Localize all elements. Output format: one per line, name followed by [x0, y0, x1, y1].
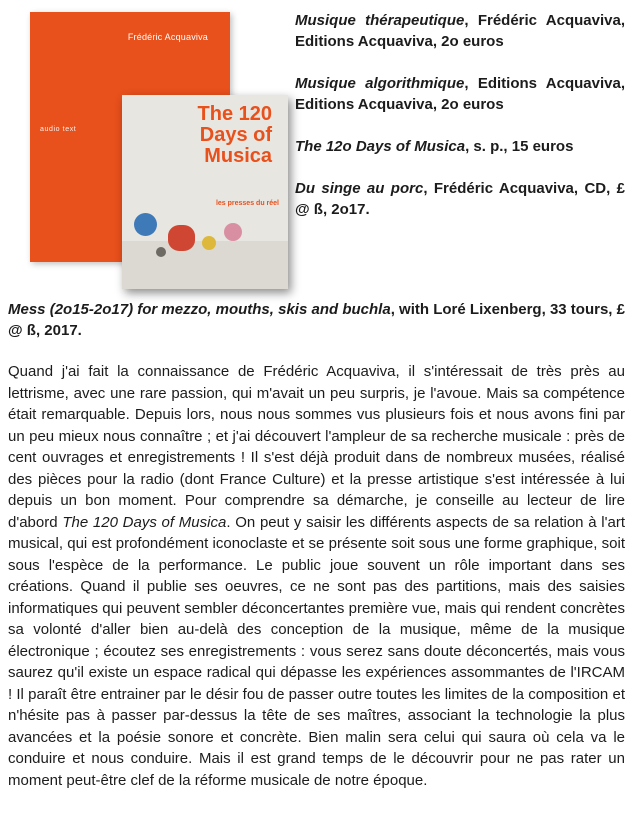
- reference-entry: [295, 178, 625, 220]
- reference-column: [295, 10, 625, 220]
- entry-details: , Frédéric Acquaviva, Editions Acquaviva, 2o euros: [295, 12, 625, 50]
- entry-title: Musique algorithmique: [295, 75, 465, 92]
- paragraph-text-part2: . On peut y saisir les différents aspects de sa relation à l'art musical, qui est profondément iconoclaste et se présente soit sous une forme graphique, soit sous l'espèce de la performance. Le public joue souvent un rôle important dans ses créations. Quand il publie ses oeuvres, ce ne sont pas des partitions, mais des saisies informatiques qui peuvent sembler déconcertantes première vue, mais qui rendent concrètes sa volonté d'aller bien au-delà des conception de la musique, même de la musique électronique ; écoutez ses enregistrements : vous serez sans doute déconcertés, mais vous saurez qu'il existe un espace radical qui dépasse les expériences assommantes de l'IRCAM ! Il paraît être entrainer par le désir fou de passer outre toutes les limites de la composition et n'hésite pas à passer par-dessus la tête de ses maîtres, associant la technologie la plus avancées et la poésie sonore et concrète. Bien malin sera celui qui saura où cela va le conduire et nous conduire. Mais il est grand temps de le découvrir pour ne pas rater un moment peut-être clef de la réforme musicale de notre époque.: [8, 513, 625, 789]
- cover-author-text: Frédéric Acquaviva: [127, 32, 208, 42]
- article-paragraph: [8, 361, 625, 791]
- reference-entry: [295, 136, 625, 157]
- cover-spine-text: audio text: [40, 126, 77, 133]
- reference-entry: [295, 73, 625, 115]
- toy-shape-gray: [156, 247, 166, 257]
- inset-cover-title: [122, 104, 288, 167]
- entry-details: , Frédéric Acquaviva, CD, £ @ ß, 2o17.: [295, 180, 625, 218]
- inset-title-line-1: The 120: [197, 103, 272, 125]
- publisher-logo-text: les presses du réel: [215, 200, 279, 207]
- entry-details: , Editions Acquaviva, Editions Acquaviva, 2o euros: [295, 75, 625, 113]
- toy-shape-red: [168, 225, 195, 251]
- reference-entry: [295, 10, 625, 52]
- entry-details: , with Loré Lixenberg, 33 tours, £ @ ß, 2017.: [8, 301, 625, 339]
- inset-title-line-3: Musica: [204, 145, 272, 167]
- toy-ball-pink: [224, 223, 242, 241]
- entry-title: The 12o Days of Musica: [295, 138, 466, 155]
- entry-title: Du singe au porc: [295, 180, 424, 197]
- top-section: [0, 0, 632, 290]
- entry-title: Mess (2o15-2o17) for mezzo, mouths, skis and buchla: [8, 301, 391, 318]
- book-cover-image: [30, 12, 288, 289]
- inset-cover: [122, 95, 288, 289]
- entry-title: Musique thérapeutique: [295, 12, 465, 29]
- inset-title-line-2: Days of: [199, 124, 272, 146]
- toy-ball-yellow: [202, 236, 216, 250]
- entry-details: , s. p., 15 euros: [465, 138, 574, 155]
- reference-entry-full-width: [8, 299, 625, 341]
- paragraph-text-part1: Quand j'ai fait la connaissance de Frédéric Acquaviva, il s'intéressait de très près au lettrisme, avec une rare passion, qui m'avait un peu surpris, je l'avoue. Mais sa compétence était remarquable. Depuis lors, nous nous sommes vus plusieurs fois et nous avons fini par un peu mieux nous connaître ; et j'ai découvert l'ampleur de sa recherche musicale : près de cent ouvrages et enregistrements ! Il s'est déjà produit dans de nombreux musées, réalisé des pièces pour la radio (dont France Culture) et la presse artistique s'est intéressée à lui depuis un bon moment. Pour comprendre sa démarche, je conseille au lecteur de lire d'abord: [8, 363, 625, 531]
- toy-ball-blue: [134, 213, 157, 236]
- book-title-inline: The 120 Days of Musica: [62, 513, 227, 531]
